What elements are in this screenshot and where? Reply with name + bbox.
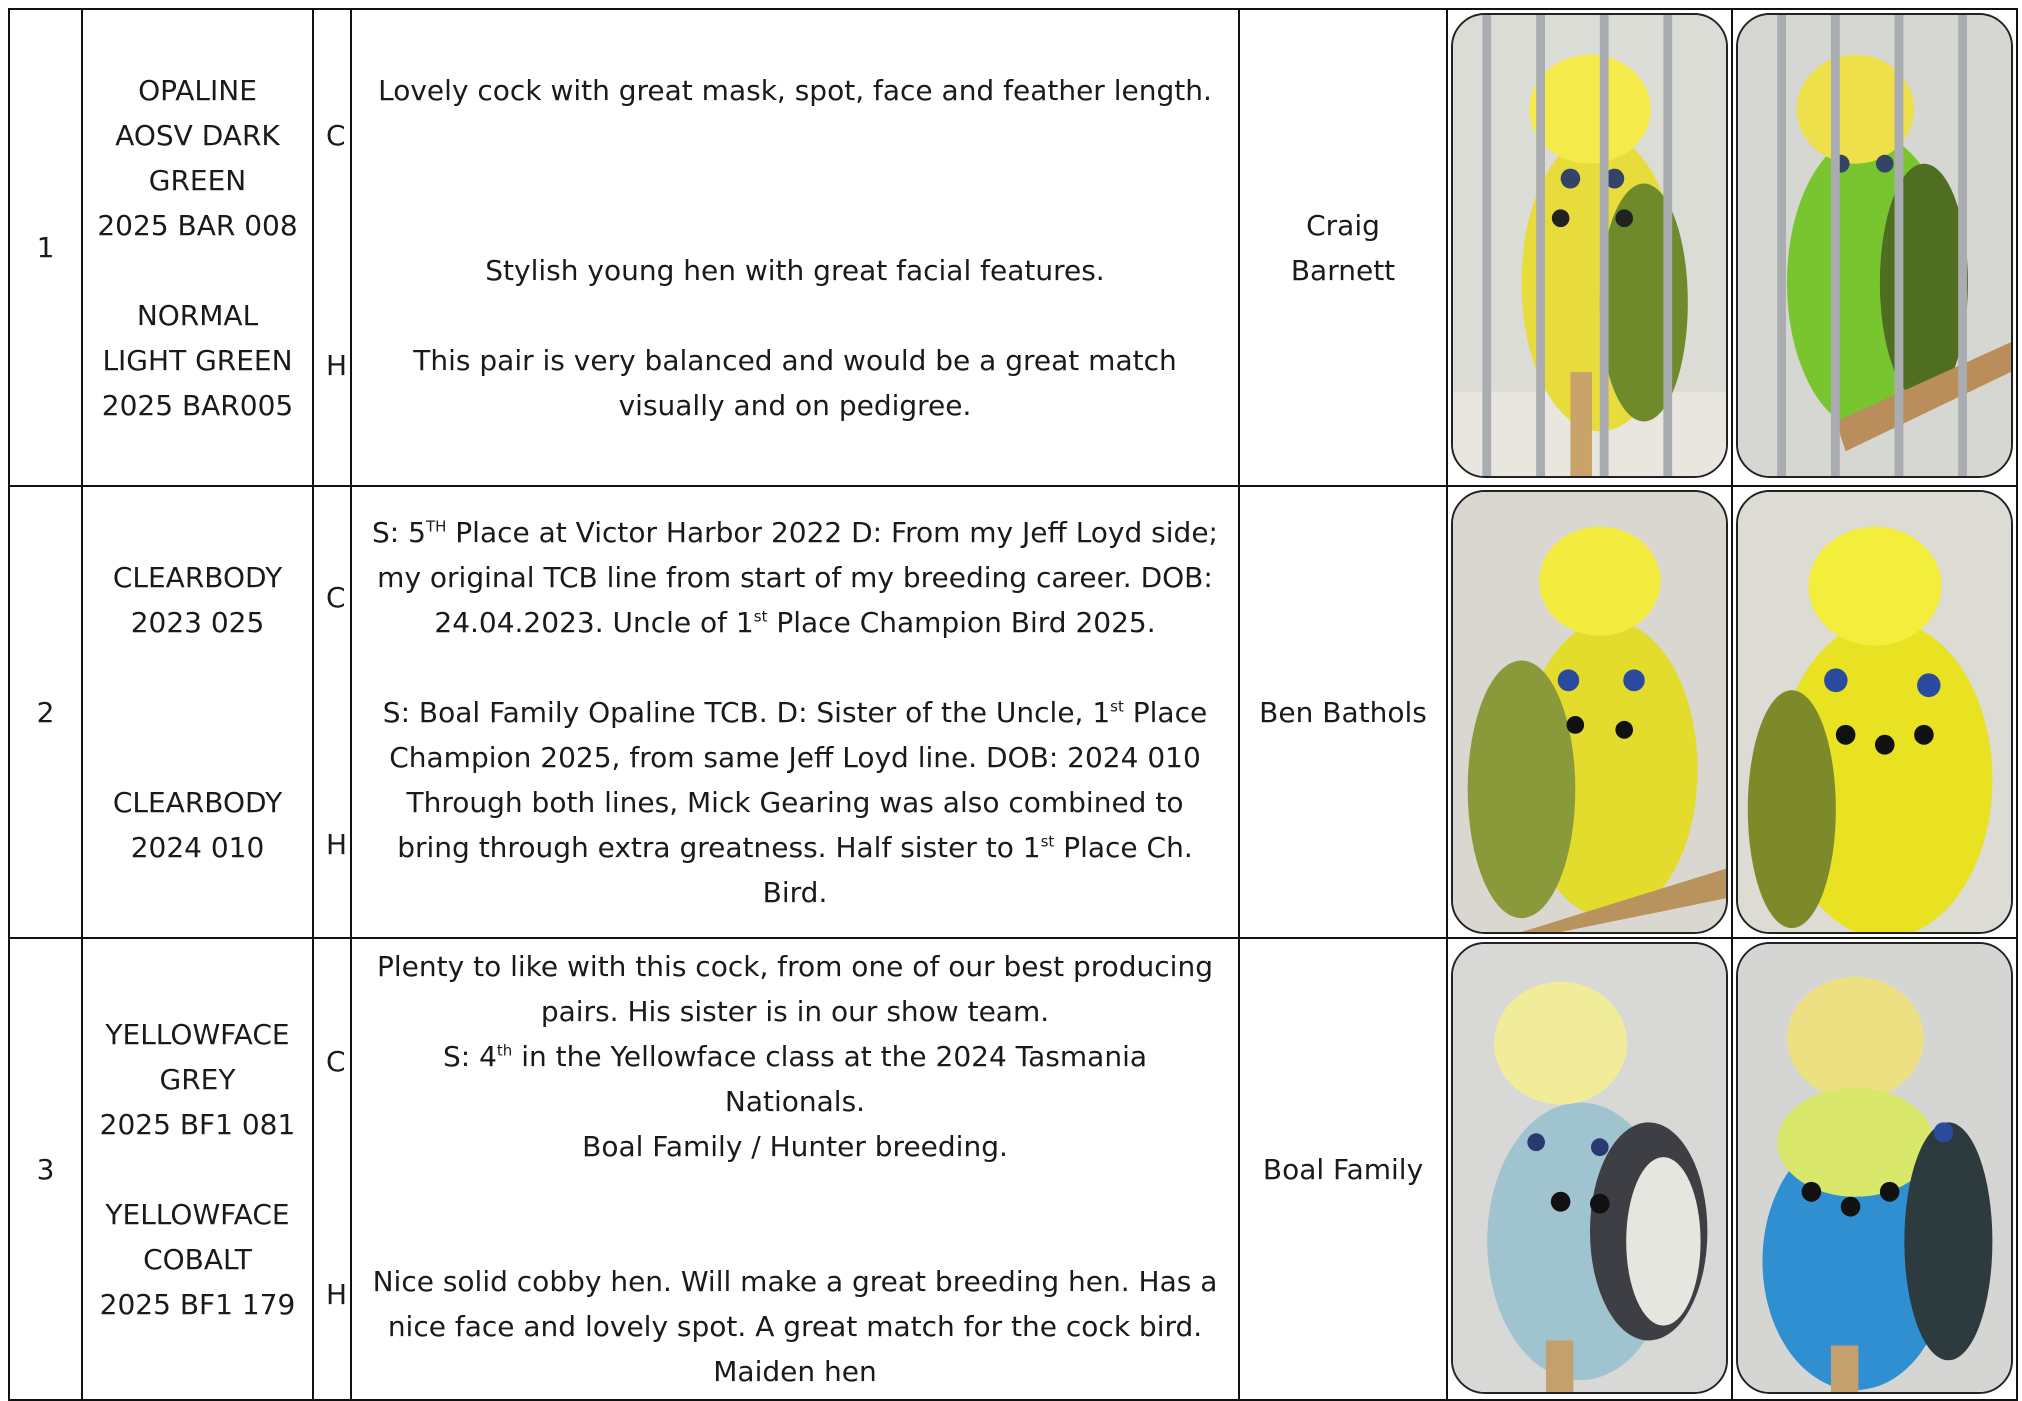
hen-variety-line: CLEARBODY <box>112 785 283 819</box>
pair-number: 3 <box>9 938 82 1400</box>
sex-cell <box>313 938 351 1400</box>
table-row <box>9 486 2017 938</box>
cock-sex-label: C <box>326 581 346 614</box>
owner-name: Boal Family <box>1239 938 1447 1400</box>
table-row <box>9 938 2017 1400</box>
hen-ring-number: 2025 BF1 179 <box>99 1287 296 1321</box>
pairing-sheet <box>8 8 2016 1394</box>
owner-name: Ben Bathols <box>1239 486 1447 938</box>
cock-ring-number: 2023 025 <box>130 605 265 639</box>
hen-variety-line: YELLOWFACE <box>105 1197 290 1231</box>
hen-comment: Nice solid cobby hen. Will make a great breeding hen. Has a nice face and lovely spot. A great match for the cock bird. <box>372 1265 1218 1343</box>
owner-name: Craig Barnett <box>1239 9 1447 486</box>
sex-cell <box>313 9 351 486</box>
cock-comment: Lovely cock with great mask, spot, face and feather length. <box>378 73 1212 107</box>
cock-sex-label: C <box>326 1045 346 1078</box>
variety-cell <box>82 938 313 1400</box>
cock-variety-line: YELLOWFACE <box>105 1017 290 1051</box>
cock-show-result: S: 4th in the Yellowface class at the 2024 Tasmania Nationals. <box>442 1040 1147 1118</box>
cock-variety-line: GREY <box>159 1062 236 1096</box>
comments-cell <box>351 9 1239 486</box>
light-green-budgerigar-photo <box>1736 13 2013 478</box>
hen-sex-label: H <box>326 828 348 861</box>
cock-variety-line: OPALINE <box>138 73 257 107</box>
clearbody-yellow-budgerigar-photo <box>1451 490 1728 934</box>
comments-cell <box>351 486 1239 938</box>
pairs-table <box>8 8 2018 1401</box>
cock-variety-line: CLEARBODY <box>112 560 283 594</box>
hen-photo-cell <box>1732 9 2017 486</box>
cock-comment: S: 5TH Place at Victor Harbor 2022 D: From my Jeff Loyd side; my original TCB line from start of my breeding career. DOB: 24.04.2023. Uncle of 1st Place Champion Bird 2025. <box>372 515 1218 639</box>
pair-comment: This pair is very balanced and would be a great match visually and on pedigree. <box>413 343 1177 422</box>
cock-photo-cell <box>1447 486 1732 938</box>
hen-photo-cell <box>1732 938 2017 1400</box>
clearbody-yellow-budgerigar-photo <box>1736 490 2013 934</box>
hen-sex-label: H <box>326 1278 348 1311</box>
yellowface-grey-budgerigar-photo <box>1451 942 1728 1394</box>
yellowface-cobalt-budgerigar-photo <box>1736 942 2013 1394</box>
hen-ring-number: 2024 010 <box>130 830 265 864</box>
hen-variety-line: NORMAL <box>136 298 259 332</box>
hen-comment: S: Boal Family Opaline TCB. D: Sister of the Uncle, 1st Place Champion 2025, from same Jeff Loyd line. DOB: 2024 010 Through both lines, Mick Gearing was also combined to bring through extra greatness. Half sister to 1st Place Ch. Bird. <box>382 695 1208 909</box>
cock-breeding-note: Boal Family / Hunter breeding. <box>582 1130 1008 1163</box>
hen-sex-label: H <box>326 349 348 382</box>
variety-cell <box>82 9 313 486</box>
cock-photo-cell <box>1447 938 1732 1400</box>
pair-number: 1 <box>9 9 82 486</box>
cock-variety-line: AOSV DARK <box>115 118 280 152</box>
cock-sex-label: C <box>326 119 346 152</box>
cock-variety-line: GREEN <box>148 163 247 197</box>
table-row <box>9 9 2017 486</box>
comments-cell <box>351 938 1239 1400</box>
hen-variety-line: LIGHT GREEN <box>102 343 293 377</box>
sex-cell <box>313 486 351 938</box>
hen-ring-number: 2025 BAR005 <box>101 388 294 422</box>
cock-photo-cell <box>1447 9 1732 486</box>
cock-comment: Plenty to like with this cock, from one of our best producing pairs. His sister is in our show team. <box>377 950 1213 1028</box>
hen-variety-line: COBALT <box>143 1242 252 1276</box>
cock-ring-number: 2025 BF1 081 <box>99 1107 296 1141</box>
hen-comment: Stylish young hen with great facial features. <box>485 253 1105 287</box>
cock-ring-number: 2025 BAR 008 <box>97 208 298 242</box>
variety-cell <box>82 486 313 938</box>
pair-number: 2 <box>9 486 82 938</box>
hen-status: Maiden hen <box>713 1355 877 1388</box>
hen-photo-cell <box>1732 486 2017 938</box>
yellow-opaline-budgerigar-photo <box>1451 13 1728 478</box>
